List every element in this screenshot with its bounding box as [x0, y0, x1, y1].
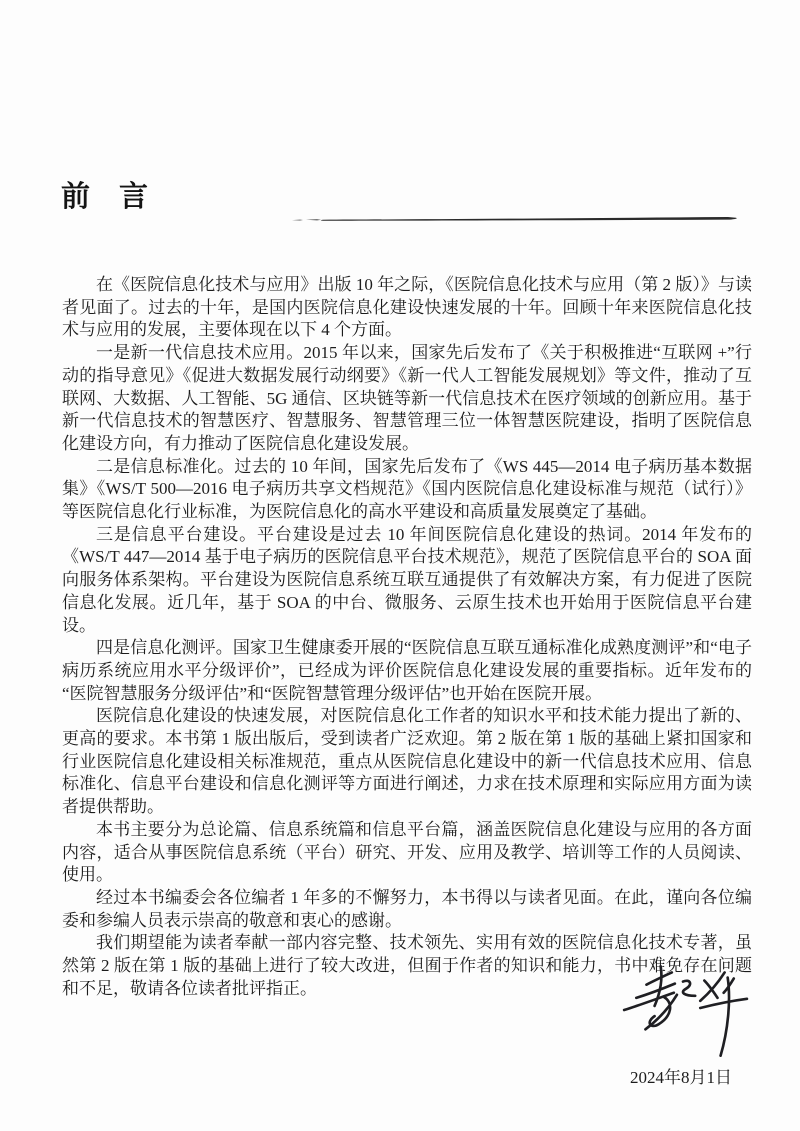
signature-stroke	[721, 978, 729, 1056]
paragraph-point-2: 二是信息标准化。过去的 10 年间，国家先后发布了《WS 445—2014 电子病历基本数据集》《WS/T 500—2016 电子病历共享文档规范》《国内医院信息化建设标准与规范（试行）》等医院信息化行业标准，为医院信息化的高水平建设和高质量发展奠定了基础。	[62, 456, 752, 522]
paragraph-point-1: 一是新一代信息技术应用。2015 年以来，国家先后发布了《关于积极推进“互联网 +”行动的指导意见》《促进大数据发展行动纲要》《新一代人工智能发展规划》等文件，推动了互联网、大数据、人工智能、5G 通信、区块链等新一代信息技术在医疗领域的创新应用。基于新一代信息技术的智慧医疗、智慧服务、智慧管理三位一体智慧医院建设，指明了医院信息化建设方向，有力推动了医院信息化建设发展。	[62, 343, 752, 453]
signature-stroke	[700, 999, 747, 1008]
signature-stroke	[646, 972, 671, 984]
handwritten-signature	[616, 957, 750, 1061]
paragraph-thanks: 经过本书编委会各位编者 1 年多的不懈努力，本书得以与读者见面。在此，谨向各位编委和参编人员表示崇高的敬意和衷心的感谢。	[62, 887, 752, 930]
brush-stroke-divider	[290, 215, 742, 225]
paragraph-intro: 在《医院信息化技术与应用》出版 10 年之际，《医院信息化技术与应用（第 2 版）》与读者见面了。过去的十年，是国内医院信息化建设快速发展的十年。回顾十年来医院信息化技术与应用的发展，主要体现在以下 4 个方面。	[62, 275, 752, 340]
preface-date: 2024年8月1日	[630, 1068, 732, 1087]
page-title: 前 言	[61, 181, 149, 214]
paragraph-closing: 我们期望能为读者奉献一部内容完整、技术领先、实用有效的医院信息化技术专著，虽然第 2 版在第 1 版的基础上进行了较大改进，但囿于作者的知识和能力，书中难免存在问题和不足，敬请各位读者批评指正。	[62, 933, 752, 998]
signature-stroke	[655, 966, 662, 1006]
preface-body	[62, 274, 752, 1001]
paragraph-edition-2: 医院信息化建设的快速发展，对医院信息化工作者的知识水平和技术能力提出了新的、更高的要求。本书第 1 版出版后，受到读者广泛欢迎。第 2 版在第 1 版的基础上紧扣国家和行业医院信息化建设相关标准规范，重点从医院信息化建设中的新一代信息技术应用、信息标准化、信息平台建设和信息化测评等方面进行阐述，力求在技术原理和实际应用方面为读者提供帮助。	[62, 706, 752, 817]
paragraph-point-3: 三是信息平台建设。平台建设是过去 10 年间医院信息化建设的热词。2014 年发布的《WS/T 447—2014 基于电子病历的医院信息平台技术规范》，规范了医院信息平台的 SOA 面向服务体系架构。平台建设为医院信息系统互联互通提供了有效解决方案，有力促进了医院信息化发展。近几年，基于 SOA 的中台、微服务、云原生技术也开始用于医院信息平台建设。	[62, 524, 752, 635]
signature-stroke	[683, 981, 695, 996]
paragraph-structure: 本书主要分为总论篇、信息系统篇和信息平台篇，涵盖医院信息化建设与应用的各方面内容，适合从事医院信息系统（平台）研究、开发、应用及教学、培训等工作的人员阅读、使用。	[62, 819, 752, 885]
signature-stroke	[700, 972, 724, 1000]
paragraph-point-4: 四是信息化测评。国家卫生健康委开展的“医院信息互联互通标准化成熟度测评”和“电子病历系统应用水平分级评价”，已经成为评价医院信息化建设发展的重要指标。近年发布的“医院智慧服务分级评估”和“医院智慧管理分级评估”也开始在医院开展。	[62, 638, 752, 703]
